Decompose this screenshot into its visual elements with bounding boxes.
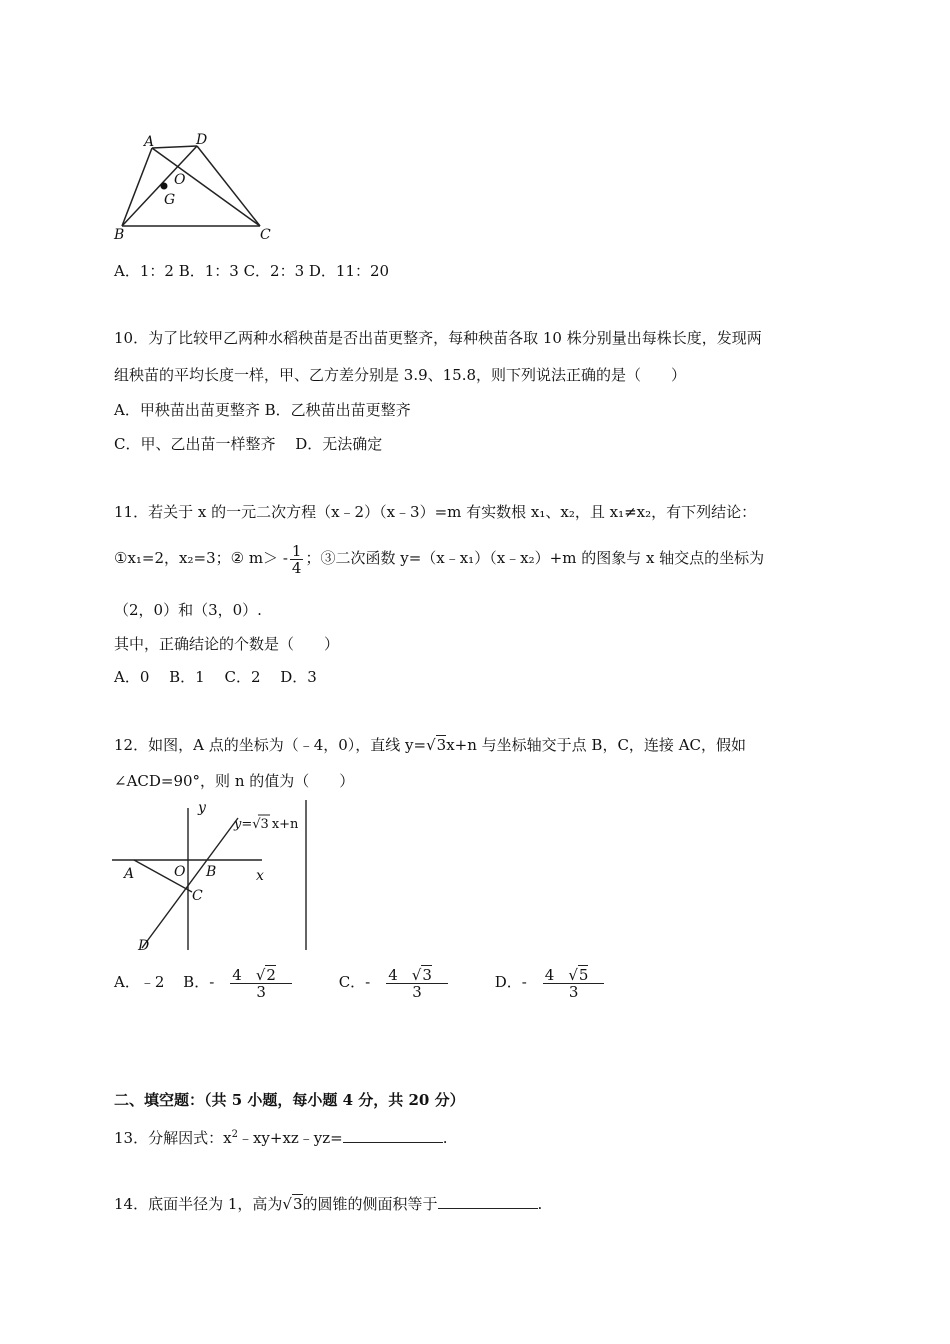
q11-stem-1: 11．若关于 x 的一元二次方程（x﹣2）（x﹣3）=m 有实数根 x₁、x₂，且 x₁≠x₂，有下列结论： — [114, 503, 757, 521]
q12-option-c: C．- $\frac{4 √3}{3}$ — [339, 973, 476, 991]
q14-answer-blank[interactable] — [438, 1194, 538, 1209]
label-O: O — [174, 864, 186, 880]
q12-option-d: D．- $\frac{4 √5}{3}$ — [495, 973, 633, 991]
q12-stem-1: 12．如图，A 点的坐标为（﹣4，0），直线 y=√3x+n 与坐标轴交于点 B，C，连接 AC，假如 — [114, 736, 747, 754]
q9-options: A．1：2 B．1：3 C．2：3 D．11：20 — [114, 262, 390, 280]
q11-question: 其中，正确结论的个数是（ ） — [114, 635, 340, 653]
line-label-sqrt: 3 — [260, 817, 269, 832]
q13-answer-blank[interactable] — [343, 1128, 443, 1143]
trapezoid-figure — [108, 128, 278, 243]
q11-stem-3: （2，0）和（3，0）. — [114, 601, 262, 619]
label-A: A — [144, 134, 155, 150]
label-x: x — [256, 868, 264, 884]
label-y: y — [198, 800, 206, 816]
q11-conclusions — [114, 540, 764, 576]
line-label-tail: x+n — [271, 817, 299, 832]
q10-stem-1: 10．为了比较甲乙两种水稻秧苗是否出苗更整齐，每种秧苗各取 10 株分别量出每株长度，发现两 — [114, 329, 762, 347]
label-C: C — [260, 227, 271, 243]
q12-option-b: B．- $\frac{4 √2}{3}$ — [183, 973, 320, 991]
fraction-one-quarter: $\frac{1}{4}$ — [291, 541, 302, 577]
label-D: D — [138, 938, 150, 954]
label-D: D — [196, 132, 208, 148]
q10-options-ab: A．甲秧苗出苗更整齐 B．乙秧苗出苗更整齐 — [114, 401, 411, 419]
q10-options-cd: C．甲、乙出苗一样整齐 D．无法确定 — [114, 435, 383, 453]
label-C: C — [192, 888, 203, 904]
q11-conclusion-1-2: ①x₁=2，x₂=3；② m＞ - — [114, 549, 288, 567]
q11-conclusion-3: ；③二次函数 y=（x﹣x₁）（x﹣x₂）+m 的图象与 x 轴交点的坐标为 — [305, 549, 765, 567]
section-title: 二、填空题：（共 5 小题，每小题 4 分，共 20 分） — [114, 1091, 465, 1109]
coordinate-figure — [112, 800, 312, 955]
q12-option-a: A．﹣2 — [114, 973, 165, 991]
label-B: B — [206, 864, 217, 880]
label-B: B — [114, 227, 125, 243]
label-G: G — [164, 192, 176, 208]
line-label-y: y= — [234, 817, 253, 832]
q13: 13．分解因式：$x^2﹣xy+xz﹣yz=$ . — [114, 1129, 448, 1147]
svg-text:y=√3x+n: y=√3 x+n — [234, 817, 299, 832]
q11-options: A．0 B．1 C．2 D．3 — [114, 668, 317, 686]
q14: 14．底面半径为 1，高为√3的圆锥的侧面积等于 . — [114, 1195, 543, 1213]
label-O: O — [174, 172, 186, 188]
label-A: A — [124, 866, 135, 882]
q12-stem-2: ∠ACD=90°，则 n 的值为（ ） — [114, 772, 355, 790]
q10-stem-2: 组秧苗的平均长度一样，甲、乙方差分别是 3.9、15.8，则下列说法正确的是（ ） — [114, 366, 687, 384]
q12-options — [114, 960, 646, 1004]
